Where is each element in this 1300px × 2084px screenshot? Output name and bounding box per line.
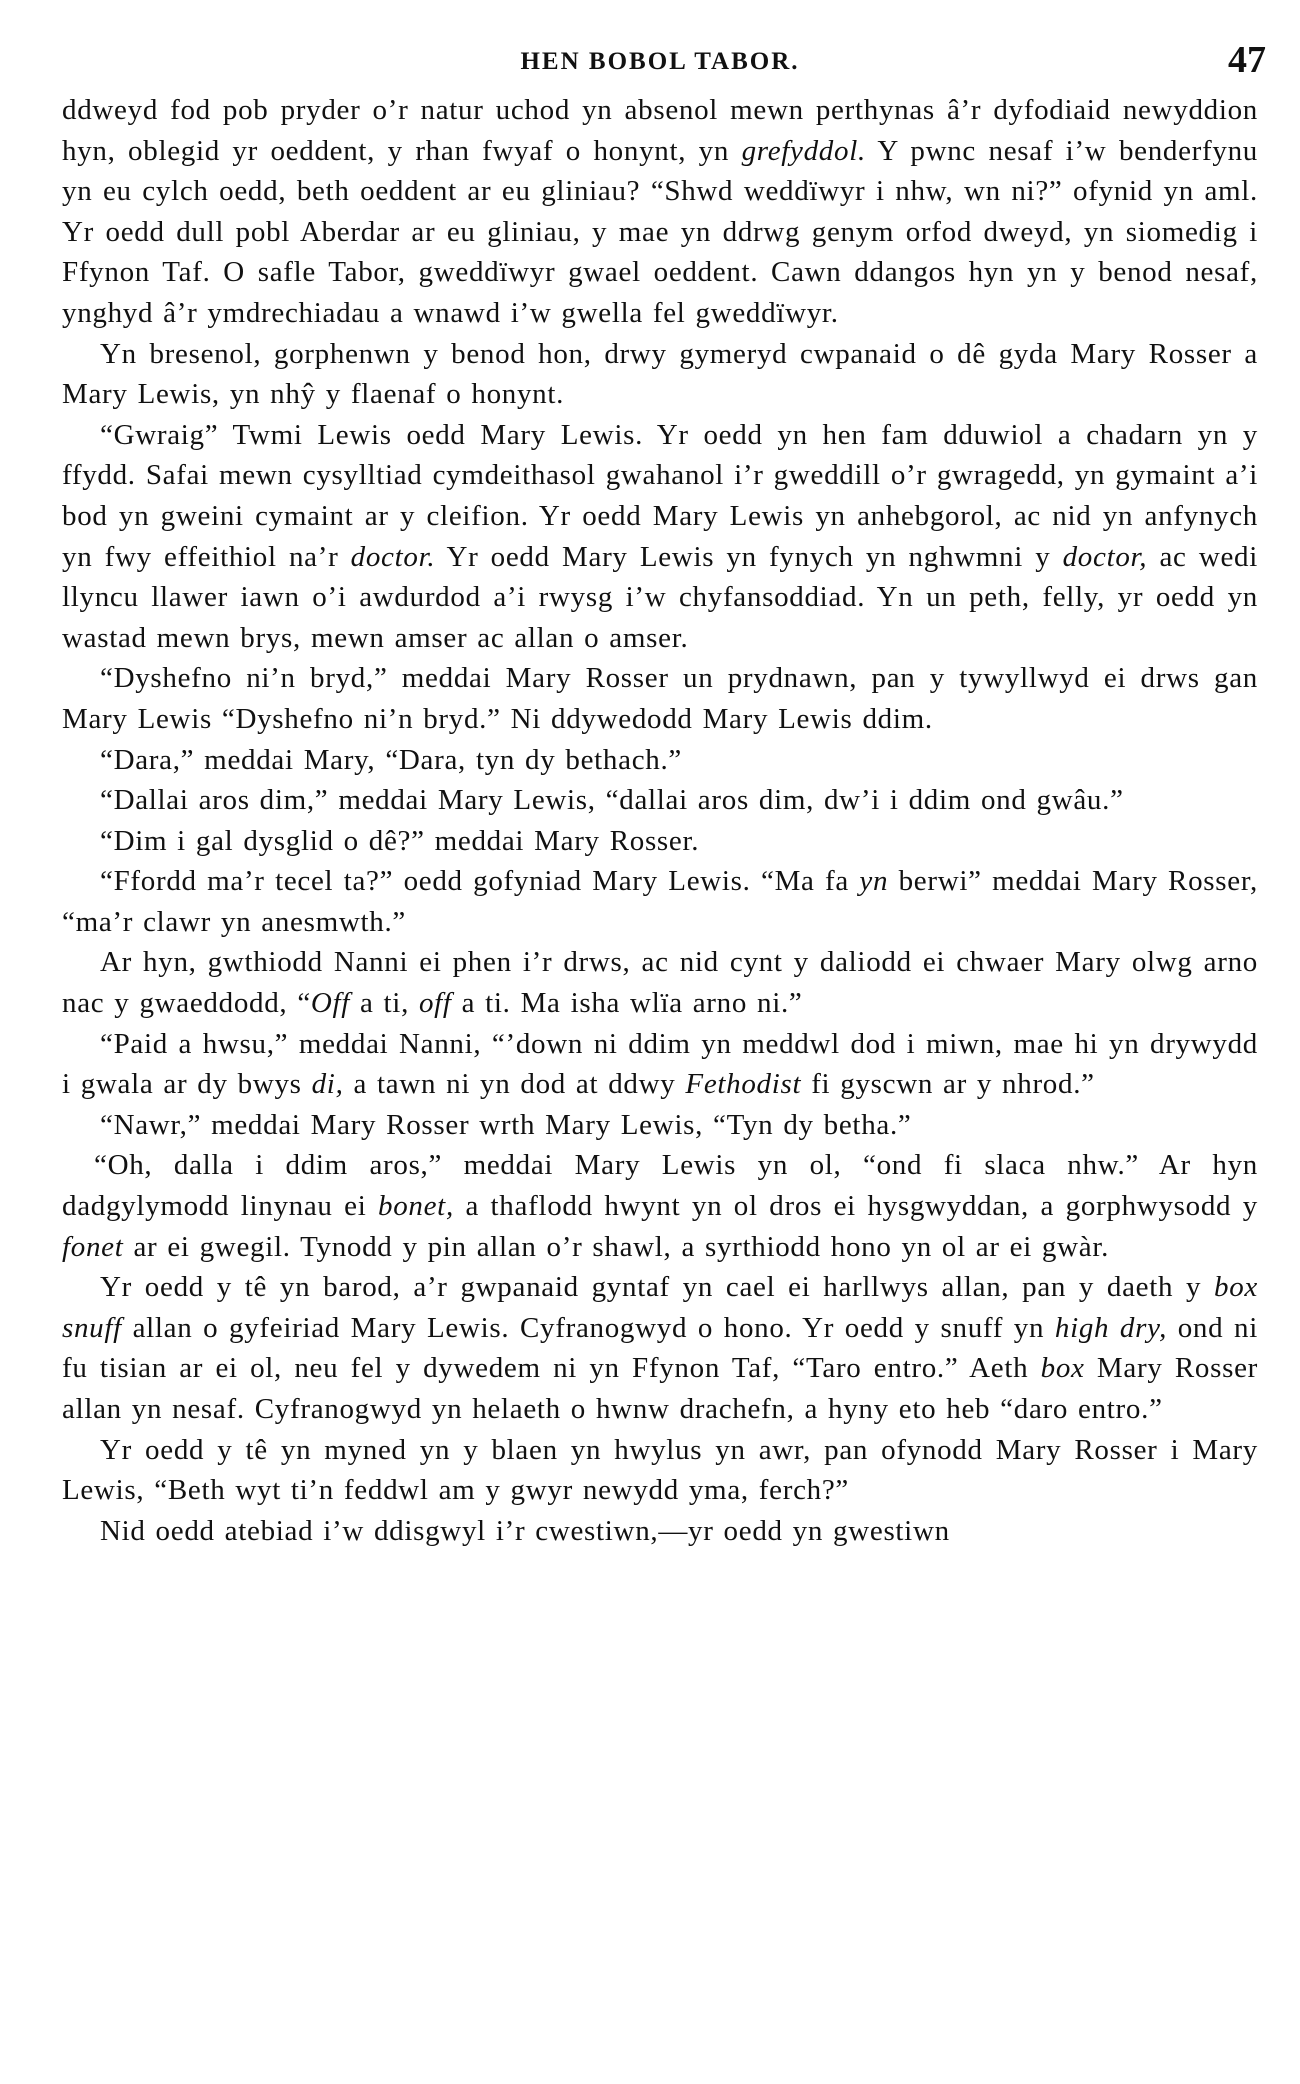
text-run: ar ei gwegil. Tynodd y pin allan o’r shawl, a syrthiodd hono yn ol ar ei gwàr. [123,1230,1110,1263]
italic-text: di, [311,1068,344,1101]
italic-text: doctor. [350,540,436,573]
text-run: allan o gyfeiriad Mary Lewis. Cyfranogwyd o hono. Yr oedd y snuff yn [121,1311,1055,1344]
paragraph [62,740,1258,781]
italic-text: Off [310,987,351,1020]
text-run: Mary Rosser allan yn nesaf. Cyfranogwyd yn helaeth o hwnw drachefn, a hyny eto heb “daro entro.” [62,1352,1258,1425]
text-run: “Oh, dalla i ddim aros,” meddai Mary Lewis yn ol, “ond fi slaca nhw.” Ar hyn dadgylymodd linynau ei [62,1149,1258,1223]
text-run: a ti. Ma isha wlïa arno ni.” [451,987,803,1020]
paragraph [62,1267,1258,1429]
text-run: Yn bresenol, gorphenwn y benod hon, drwy gymeryd cwpanaid o dê gyda Mary Rosser a Mary Lewis, yn nhŷ y flaenaf o honynt. [62,337,1258,411]
text-run: “Dyshefno ni’n bryd,” meddai Mary Rosser un prydnawn, pan y tywyllwyd ei drws gan Mary Lewis “Dyshefno ni’n bryd.” Ni ddywedodd Mary Lewis ddim. [62,662,1258,735]
italic-text: fonet [62,1230,124,1263]
italic-text: grefyddol. [741,134,866,167]
text-run: “Paid a hwsu,” meddai Nanni, “’down ni ddim yn meddwl dod i miwn, mae hi yn drywydd i gwala ar dy bwys [62,1027,1258,1101]
text-run: ac wedi llyncu llawer iawn o’i awdurdod a’i rwysg i’w chyfansoddiad. Yn un peth, felly, yr oedd yn wastad mewn brys, mewn amser ac allan o amser. [62,540,1258,654]
paragraph [62,821,1258,862]
text-run: “Gwraig” Twmi Lewis oedd Mary Lewis. Yr oedd yn hen fam dduwiol a chadarn yn y ffydd. Safai mewn cysylltiad cymdeithasol gwahanol i’r gweddill o’r gwragedd, yn gymaint a’i bod yn gweini cymaint ar y cleifion. Yr oedd Mary Lewis yn anhebgorol, ac nid yn anfynych yn fwy effeithiol na’r [62,418,1258,573]
text-run: “Dara,” meddai Mary, “Dara, tyn dy bethach.” [100,743,682,776]
paragraph [62,780,1258,821]
book-page [62,34,1266,1551]
body-text [62,90,1258,1551]
paragraph [62,415,1258,659]
paragraph [62,90,1258,334]
italic-text: yn [859,865,889,898]
text-run: Yr oedd y tê yn myned yn y blaen yn hwylus yn awr, pan ofynodd Mary Rosser i Mary Lewis, “Beth wyt ti’n feddwl am y gwyr newydd yma, ferch?” [62,1433,1258,1507]
text-run: Ar hyn, gwthiodd Nanni ei phen i’r drws, ac nid cynt y daliodd ei chwaer Mary olwg arno nac y gwaeddodd, “ [62,946,1258,1020]
text-run: Yr oedd y tê yn barod, a’r gwpanaid gyntaf yn cael ei harllwys allan, pan y daeth y [100,1271,1215,1304]
text-run: Y pwnc nesaf i’w benderfynu yn eu cylch oedd, beth oeddent ar eu gliniau? “Shwd weddïwyr i nhw, wn ni?” ofynid yn aml. Yr oedd dull pobl Aberdar ar eu gliniau, y mae yn ddrwg genym orfod dweyd, yn siomedig i Ffynon Taf. O safle Tabor, gweddïwyr gwael oeddent. Cawn ddangos hyn yn y benod nesaf, ynghyd â’r ymdrechiadau a wnawd i’w gwella fel gweddïwyr. [62,134,1258,329]
paragraph [62,1105,1258,1146]
text-run: berwi” meddai Mary Rosser, “ma’r clawr yn anesmwth.” [62,865,1258,938]
text-run: ddweyd fod pob pryder o’r natur uchod yn absenol mewn perthynas â’r dyfodiaid newyddion hyn, oblegid yr oeddent, y rhan fwyaf o honynt, yn [62,94,1258,167]
italic-text: box snuff [62,1271,1258,1344]
paragraph [62,1430,1258,1511]
italic-text: Fethodist [685,1068,802,1101]
paragraph [62,658,1258,739]
paragraph [62,942,1258,1023]
italic-text: high dry, [1054,1311,1168,1344]
text-run: fi gyscwn ar y nhrod.” [801,1068,1095,1101]
text-run: ond ni fu tisian ar ei ol, neu fel y dywedem ni yn Ffynon Taf, “Taro entro.” Aeth [62,1311,1258,1385]
italic-text: box [1040,1352,1085,1385]
text-run: Yr oedd Mary Lewis yn fynych yn nghwmni y [435,540,1063,573]
text-run: Nid oedd atebiad i’w ddisgwyl i’r cwestiwn,—yr oedd yn gwestiwn [100,1514,950,1547]
text-run: “Dim i gal dysglid o dê?” meddai Mary Rosser. [100,824,700,857]
text-run: a ti, [350,987,419,1020]
text-run: “Ffordd ma’r tecel ta?” oedd gofyniad Mary Lewis. “Ma fa [100,865,860,898]
paragraph [62,861,1258,942]
text-run: “Dallai aros dim,” meddai Mary Lewis, “dallai aros dim, dw’i i ddim ond gwâu.” [100,784,1124,817]
paragraph [62,334,1258,415]
text-run: a thaflodd hwynt yn ol dros ei hysgwyddan, a gorphwysodd y [453,1190,1258,1223]
paragraph [62,1024,1258,1105]
text-run: a tawn ni yn dod at ddwy [343,1068,686,1101]
italic-text: doctor, [1062,540,1148,573]
italic-text: bonet, [378,1190,454,1223]
paragraph [62,1511,1258,1552]
running-header [62,34,1266,90]
italic-text: off [418,987,452,1020]
running-title: HEN BOBOL TABOR. [520,48,800,75]
paragraph [62,1145,1258,1267]
text-run: “Nawr,” meddai Mary Rosser wrth Mary Lewis, “Tyn dy betha.” [100,1108,912,1141]
page-number: 47 [1228,39,1266,81]
